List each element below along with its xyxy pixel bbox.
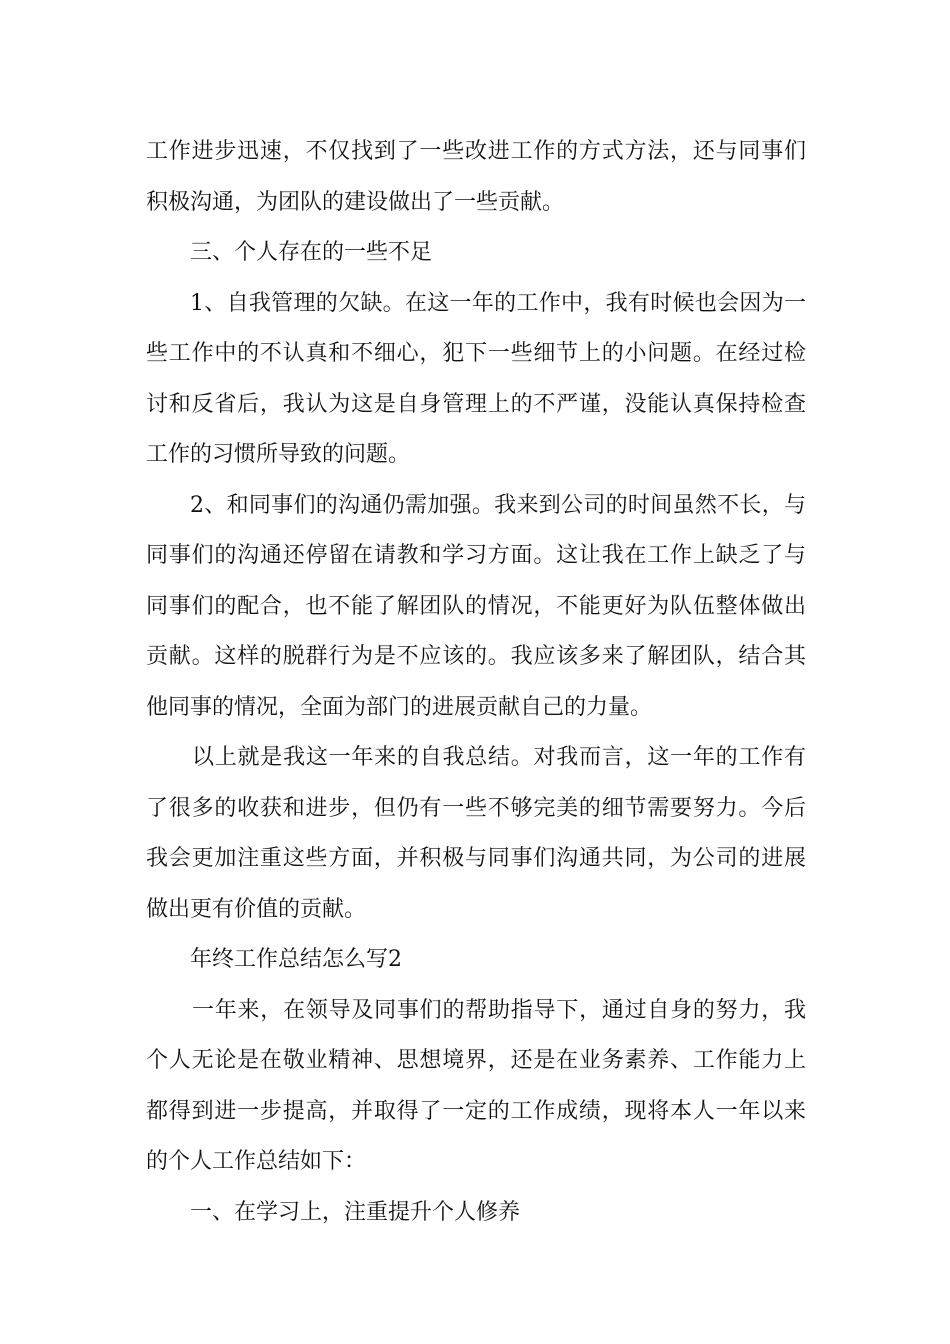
section-title: 年终工作总结怎么写2: [190, 947, 402, 972]
paragraph-line: 以上就是我这一年来的自我总结。对我而言，这一年的工作有: [192, 745, 806, 770]
paragraph-line: 些工作中的不认真和不细心，犯下一些细节上的小问题。在经过检: [146, 341, 806, 366]
paragraph-line: 他同事的情况，全面为部门的进展贡献自己的力量。: [146, 694, 653, 720]
paragraph-line: 都得到进一步提高，并取得了一定的工作成绩，现将本人一年以来: [146, 1098, 806, 1124]
paragraph-line: 工作的习惯所导致的问题。: [146, 442, 411, 467]
paragraph-line: 了很多的收获和进步，但仍有一些不够完美的细节需要努力。今后: [146, 795, 806, 821]
paragraph-line: 贡献。这样的脱群行为是不应该的。我应该多来了解团队，结合其: [146, 644, 806, 669]
paragraph-line: 讨和反省后，我认为这是自身管理上的不严谨，没能认真保持检查: [146, 391, 806, 417]
paragraph-line: 做出更有价值的贡献。: [146, 896, 367, 922]
paragraph-line: 同事们的配合，也不能了解团队的情况，不能更好为队伍整体做出: [146, 593, 806, 619]
paragraph-line: 2、和同事们的沟通仍需加强。我来到公司的时间虽然不长，与: [190, 492, 806, 518]
paragraph-line: 工作进步迅速，不仅找到了一些改进工作的方式方法，还与同事们: [146, 139, 806, 164]
document-body: [146, 127, 806, 1238]
paragraph-line: 的个人工作总结如下：: [146, 1149, 367, 1174]
paragraph-line: 积极沟通，为团队的建设做出了一些贡献。: [146, 189, 565, 215]
paragraph-line: 同事们的沟通还停留在请教和学习方面。这让我在工作上缺乏了与: [146, 543, 806, 568]
paragraph-line: 一年来，在领导及同事们的帮助指导下，通过自身的努力，我: [192, 997, 806, 1023]
section-heading: 一、在学习上，注重提升个人修养: [190, 1199, 521, 1225]
paragraph-line: 1、自我管理的欠缺。在这一年的工作中，我有时候也会因为一: [190, 290, 806, 316]
paragraph-line: 个人无论是在敬业精神、思想境界，还是在业务素养、工作能力上: [146, 1048, 806, 1073]
section-heading: 三、个人存在的一些不足: [190, 240, 433, 265]
paragraph-line: 我会更加注重这些方面，并积极与同事们沟通共同，为公司的进展: [146, 846, 806, 871]
